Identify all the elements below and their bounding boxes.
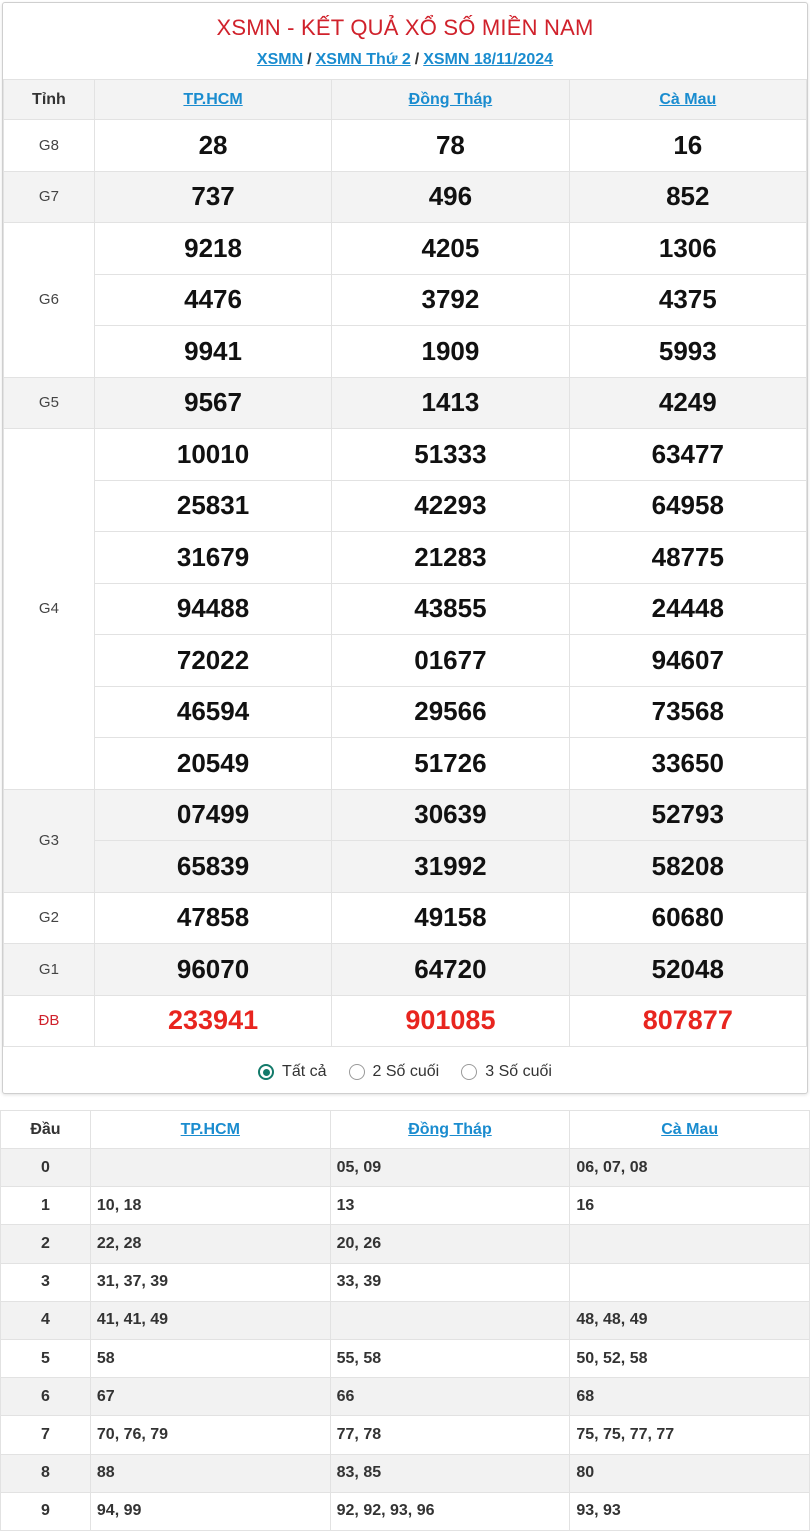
prize-number: 33650 [569,738,806,790]
breadcrumb-separator: / [307,51,312,68]
loto-head-digit: 7 [1,1416,91,1454]
loto-row [1,1492,810,1530]
prize-number: 1909 [332,326,569,378]
loto-header-row [1,1111,810,1149]
loto-row [1,1187,810,1225]
digit-filter [3,1055,807,1089]
loto-row [1,1454,810,1492]
prize-number: 49158 [332,892,569,944]
prize-number: 46594 [94,686,331,738]
col-header-province [330,1111,570,1149]
filter-label: 3 Số cuối [485,1063,552,1080]
loto-values [330,1301,570,1339]
prize-number: 496 [332,171,569,223]
loto-table [0,1110,810,1531]
prize-row [4,995,807,1047]
filter-option-3-digits[interactable] [461,1063,552,1081]
prize-row [4,326,807,378]
breadcrumb-separator: / [414,51,420,68]
prize-label: G6 [4,223,95,378]
prize-row [4,583,807,635]
prize-row [4,377,807,429]
prize-row [4,480,807,532]
prize-number: 94607 [569,635,806,687]
filter-label: Tất cả [282,1063,327,1080]
prize-number: 58208 [569,841,806,893]
prize-number: 28 [94,120,331,172]
prize-label: ĐB [4,995,95,1047]
prize-number: 4249 [569,377,806,429]
prize-number: 47858 [94,892,331,944]
prize-number: 07499 [94,789,331,841]
prize-row [4,171,807,223]
prize-row [4,120,807,172]
prize-number: 1306 [569,223,806,275]
prize-row [4,429,807,481]
loto-values: 80 [570,1454,810,1492]
prize-number: 20549 [94,738,331,790]
loto-values: 70, 76, 79 [90,1416,330,1454]
loto-values: 55, 58 [330,1339,570,1377]
loto-head-digit: 2 [1,1225,91,1263]
breadcrumb [3,51,807,69]
prize-label: G4 [4,429,95,790]
prize-label: G7 [4,171,95,223]
col-header-province [90,1111,330,1149]
prize-label: G2 [4,892,95,944]
radio-unchecked-icon[interactable] [461,1064,477,1080]
loto-values: 88 [90,1454,330,1492]
results-card [2,2,808,1094]
loto-values: 93, 93 [570,1492,810,1530]
prize-label: G5 [4,377,95,429]
prize-number: 64958 [569,480,806,532]
loto-head-digit: 3 [1,1263,91,1301]
loto-values: 75, 75, 77, 77 [570,1416,810,1454]
loto-values: 06, 07, 08 [570,1149,810,1187]
prize-row [4,944,807,996]
loto-head-digit: 8 [1,1454,91,1492]
radio-checked-icon[interactable] [258,1064,274,1080]
loto-province-link-tphcm[interactable]: TP.HCM [180,1120,240,1138]
loto-values: 58 [90,1339,330,1377]
province-link-tphcm[interactable]: TP.HCM [183,90,243,108]
loto-values: 10, 18 [90,1187,330,1225]
loto-values: 68 [570,1378,810,1416]
prize-number: 31992 [332,841,569,893]
prize-number: 48775 [569,532,806,584]
loto-head-digit: 9 [1,1492,91,1530]
prize-row [4,686,807,738]
prize-number: 43855 [332,583,569,635]
prize-number: 10010 [94,429,331,481]
results-header-row [4,80,807,120]
prize-number: 3792 [332,274,569,326]
filter-option-2-digits[interactable] [349,1063,440,1081]
loto-values: 92, 92, 93, 96 [330,1492,570,1530]
prize-number: 72022 [94,635,331,687]
prize-number: 9567 [94,377,331,429]
prize-number: 5993 [569,326,806,378]
prize-number: 30639 [332,789,569,841]
loto-head-digit: 5 [1,1339,91,1377]
loto-values [570,1263,810,1301]
special-prize-number: 901085 [332,995,569,1047]
special-prize-number: 233941 [94,995,331,1047]
breadcrumb-xsmn-thu2[interactable]: XSMN Thứ 2 [315,51,411,68]
filter-label: 2 Số cuối [372,1063,440,1080]
prize-number: 21283 [332,532,569,584]
prize-number: 96070 [94,944,331,996]
loto-values: 50, 52, 58 [570,1339,810,1377]
prize-row [4,841,807,893]
prize-number: 25831 [94,480,331,532]
loto-values: 41, 41, 49 [90,1301,330,1339]
prize-number: 24448 [569,583,806,635]
loto-row [1,1339,810,1377]
filter-option-all[interactable] [258,1063,326,1081]
prize-number: 737 [94,171,331,223]
prize-number: 78 [332,120,569,172]
loto-values: 16 [570,1187,810,1225]
prize-number: 94488 [94,583,331,635]
prize-number: 1413 [332,377,569,429]
loto-values: 83, 85 [330,1454,570,1492]
prize-row [4,789,807,841]
loto-values [570,1225,810,1263]
loto-values: 94, 99 [90,1492,330,1530]
col-header-province [94,80,331,120]
prize-label: G8 [4,120,95,172]
loto-values: 66 [330,1378,570,1416]
loto-row [1,1149,810,1187]
loto-values: 20, 26 [330,1225,570,1263]
prize-number: 64720 [332,944,569,996]
loto-row [1,1301,810,1339]
prize-number: 52793 [569,789,806,841]
loto-values: 67 [90,1378,330,1416]
loto-values: 33, 39 [330,1263,570,1301]
loto-head-digit: 1 [1,1187,91,1225]
breadcrumb-xsmn[interactable]: XSMN [256,51,304,68]
special-prize-number: 807877 [569,995,806,1047]
prize-row [4,274,807,326]
prize-number: 852 [569,171,806,223]
loto-head-digit: 6 [1,1378,91,1416]
prize-row [4,892,807,944]
prize-number: 4476 [94,274,331,326]
prize-number: 29566 [332,686,569,738]
province-link-dong-thap[interactable]: Đồng Tháp [408,90,493,108]
prize-row [4,532,807,584]
col-header-dau: Đầu [1,1111,91,1149]
prize-number: 16 [569,120,806,172]
prize-number: 51726 [332,738,569,790]
prize-number: 65839 [94,841,331,893]
loto-body [1,1149,810,1531]
loto-row [1,1378,810,1416]
loto-province-link-ca-mau[interactable]: Cà Mau [661,1120,719,1138]
prize-number: 9218 [94,223,331,275]
prize-number: 01677 [332,635,569,687]
loto-values [90,1149,330,1187]
prize-label: G1 [4,944,95,996]
loto-values: 48, 48, 49 [570,1301,810,1339]
prize-number: 31679 [94,532,331,584]
loto-row [1,1416,810,1454]
prize-number: 4205 [332,223,569,275]
loto-row [1,1263,810,1301]
prize-number: 52048 [569,944,806,996]
prize-label: G3 [4,789,95,892]
prize-number: 60680 [569,892,806,944]
prize-number: 51333 [332,429,569,481]
loto-values: 13 [330,1187,570,1225]
loto-values: 05, 09 [330,1149,570,1187]
col-header-province [332,80,569,120]
prize-number: 63477 [569,429,806,481]
loto-head-digit: 4 [1,1301,91,1339]
prize-number: 4375 [569,274,806,326]
loto-province-link-dong-thap[interactable]: Đồng Tháp [408,1120,492,1138]
prize-row [4,738,807,790]
prize-number: 9941 [94,326,331,378]
col-header-province [570,1111,810,1149]
loto-values: 22, 28 [90,1225,330,1263]
loto-values: 77, 78 [330,1416,570,1454]
col-header-tinh: Tỉnh [4,80,95,120]
loto-head-digit: 0 [1,1149,91,1187]
page-title: XSMN - KẾT QUẢ XỔ SỐ MIỀN NAM [216,15,594,40]
col-header-province [569,80,806,120]
results-table [3,79,807,1047]
prize-number: 42293 [332,480,569,532]
prize-row [4,635,807,687]
breadcrumb-xsmn-date[interactable]: XSMN 18/11/2024 [423,51,554,68]
radio-unchecked-icon[interactable] [349,1064,365,1080]
prize-row [4,223,807,275]
prize-number: 73568 [569,686,806,738]
province-link-ca-mau[interactable]: Cà Mau [659,90,717,108]
loto-values: 31, 37, 39 [90,1263,330,1301]
loto-row [1,1225,810,1263]
results-body [4,120,807,1047]
